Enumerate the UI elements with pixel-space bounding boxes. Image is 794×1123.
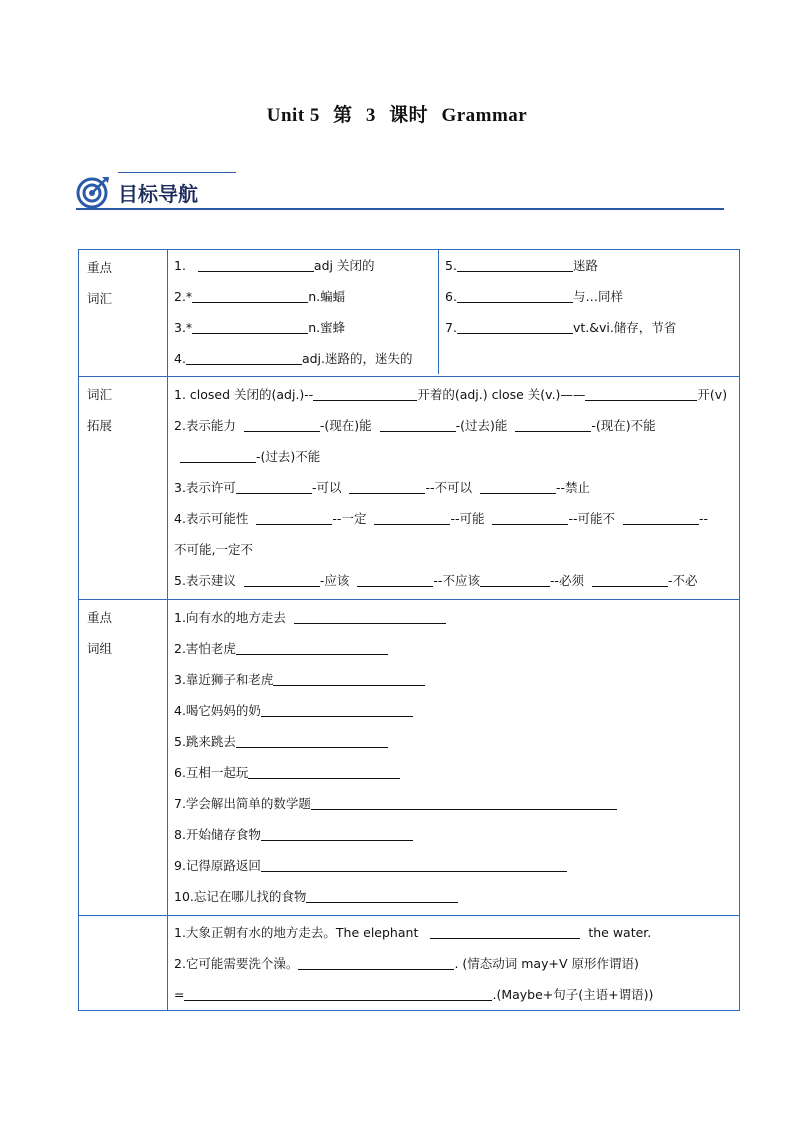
vocab-item: 5. 迷路: [445, 258, 598, 273]
answer-blank[interactable]: [294, 609, 446, 624]
phrase-item: 5.跳来跳去: [168, 726, 739, 757]
expand-line: 3.表示许可 -可以 --不可以 --禁止: [174, 480, 590, 495]
answer-blank[interactable]: [192, 288, 308, 303]
expand-line: 5.表示建议 -应该 --不应该 --必须 -不必: [174, 573, 698, 588]
phrase-item: 8.开始储存食物: [168, 819, 739, 850]
answer-blank[interactable]: [430, 924, 580, 939]
answer-blank[interactable]: [261, 702, 413, 717]
answer-blank[interactable]: [585, 386, 697, 401]
section-label: 目标导航: [118, 182, 198, 206]
sentence-item: 2.它可能需要洗个澡。 . (情态动词 may+V 原形作谓语): [174, 956, 639, 971]
answer-blank[interactable]: [492, 510, 568, 525]
answer-blank[interactable]: [198, 257, 314, 272]
vocab-row: [79, 250, 740, 377]
answer-blank[interactable]: [273, 671, 425, 686]
answer-blank[interactable]: [236, 479, 312, 494]
expand-line: 不可能,一定不: [174, 542, 253, 557]
vocab-item: 4. adj.迷路的，迷失的: [174, 351, 413, 366]
answer-blank[interactable]: [480, 479, 556, 494]
answer-blank[interactable]: [236, 733, 388, 748]
vocab-item: 6. 与…同样: [445, 289, 623, 304]
answer-blank[interactable]: [192, 319, 308, 334]
expand-line: -(过去)不能: [168, 441, 739, 472]
sentence-item: 1.大象正朝有水的地方走去。The elephant the water.: [174, 925, 652, 940]
answer-blank[interactable]: [298, 955, 454, 970]
phrase-item: 6.互相一起玩: [168, 757, 739, 788]
answer-blank[interactable]: [457, 288, 573, 303]
page-title: [0, 100, 794, 127]
answer-blank[interactable]: [313, 386, 417, 401]
phrase-item: 3.靠近狮子和老虎: [168, 664, 739, 695]
answer-blank[interactable]: [311, 795, 617, 810]
expand-line: 4.表示可能性 --一定 --可能 --可能不 --: [174, 511, 708, 526]
answer-blank[interactable]: [380, 417, 456, 432]
cat-label: 拓展: [87, 418, 113, 433]
answer-blank[interactable]: [261, 857, 567, 872]
sentences-content: [168, 916, 740, 1011]
phrases-row: [79, 600, 740, 916]
cat-label: 重点: [87, 610, 113, 625]
vocab-item: 7. vt.&vi.储存，节省: [445, 320, 677, 335]
answer-blank[interactable]: [248, 764, 400, 779]
title-unit: Unit 5: [266, 105, 320, 126]
expand-line: 1. closed 关闭的(adj.)-- 开着的(adj.) close 关(v.)—— 开(v): [174, 387, 728, 402]
cat-label: 重点: [87, 260, 113, 275]
answer-blank[interactable]: [592, 572, 668, 587]
sentence-item: = .(Maybe+句子(主语+谓语)): [174, 987, 654, 1002]
cat-label: 词汇: [87, 291, 113, 306]
answer-blank[interactable]: [623, 510, 699, 525]
phrase-item: 9.记得原路返回: [168, 850, 739, 881]
vocab-right: [439, 250, 740, 374]
header-rule: [76, 208, 724, 210]
title-num: 3: [365, 105, 376, 126]
answer-blank[interactable]: [357, 572, 433, 587]
vocab-category: [79, 250, 168, 377]
expand-content: [168, 377, 740, 600]
section-header: [76, 172, 724, 212]
vocab-item: 1. adj 关闭的: [174, 258, 375, 273]
vocab-left: [168, 250, 439, 374]
cat-label: 词组: [87, 641, 113, 656]
answer-blank[interactable]: [349, 479, 425, 494]
expand-row: [79, 377, 740, 600]
answer-blank[interactable]: [261, 826, 413, 841]
answer-blank[interactable]: [515, 417, 591, 432]
header-top-line: [118, 172, 236, 173]
phrase-item: 4.喝它妈妈的奶: [168, 695, 739, 726]
title-di: 第: [333, 105, 353, 126]
vocab-cells: [168, 250, 740, 377]
answer-blank[interactable]: [457, 257, 573, 272]
title-keshi: 课时: [389, 105, 429, 126]
answer-blank[interactable]: [306, 888, 458, 903]
answer-blank[interactable]: [184, 986, 492, 1001]
phrase-item: 1.向有水的地方走去: [168, 602, 739, 633]
sentences-row: [79, 916, 740, 1011]
answer-blank[interactable]: [236, 640, 388, 655]
expand-line: 2.表示能力 -(现在)能 -(过去)能 -(现在)不能: [174, 418, 656, 433]
worksheet-table: [78, 249, 740, 1011]
answer-blank[interactable]: [244, 417, 320, 432]
title-topic: Grammar: [441, 105, 528, 126]
sentences-category: [79, 916, 168, 1011]
phrases-content: [168, 600, 740, 916]
phrase-item: 7.学会解出简单的数学题: [168, 788, 739, 819]
phrases-category: [79, 600, 168, 916]
target-icon: [76, 175, 110, 209]
expand-category: [79, 377, 168, 600]
answer-blank[interactable]: [480, 572, 550, 587]
answer-blank[interactable]: [180, 448, 256, 463]
vocab-item: 2.* n.蝙蝠: [174, 289, 346, 304]
vocab-item: 3.* n.蜜蜂: [174, 320, 346, 335]
answer-blank[interactable]: [186, 350, 302, 365]
answer-blank[interactable]: [457, 319, 573, 334]
answer-blank[interactable]: [256, 510, 332, 525]
phrase-item: 2.害怕老虎: [168, 633, 739, 664]
cat-label: 词汇: [87, 387, 113, 402]
answer-blank[interactable]: [244, 572, 320, 587]
answer-blank[interactable]: [374, 510, 450, 525]
phrase-item: 10.忘记在哪儿找的食物: [168, 881, 739, 912]
